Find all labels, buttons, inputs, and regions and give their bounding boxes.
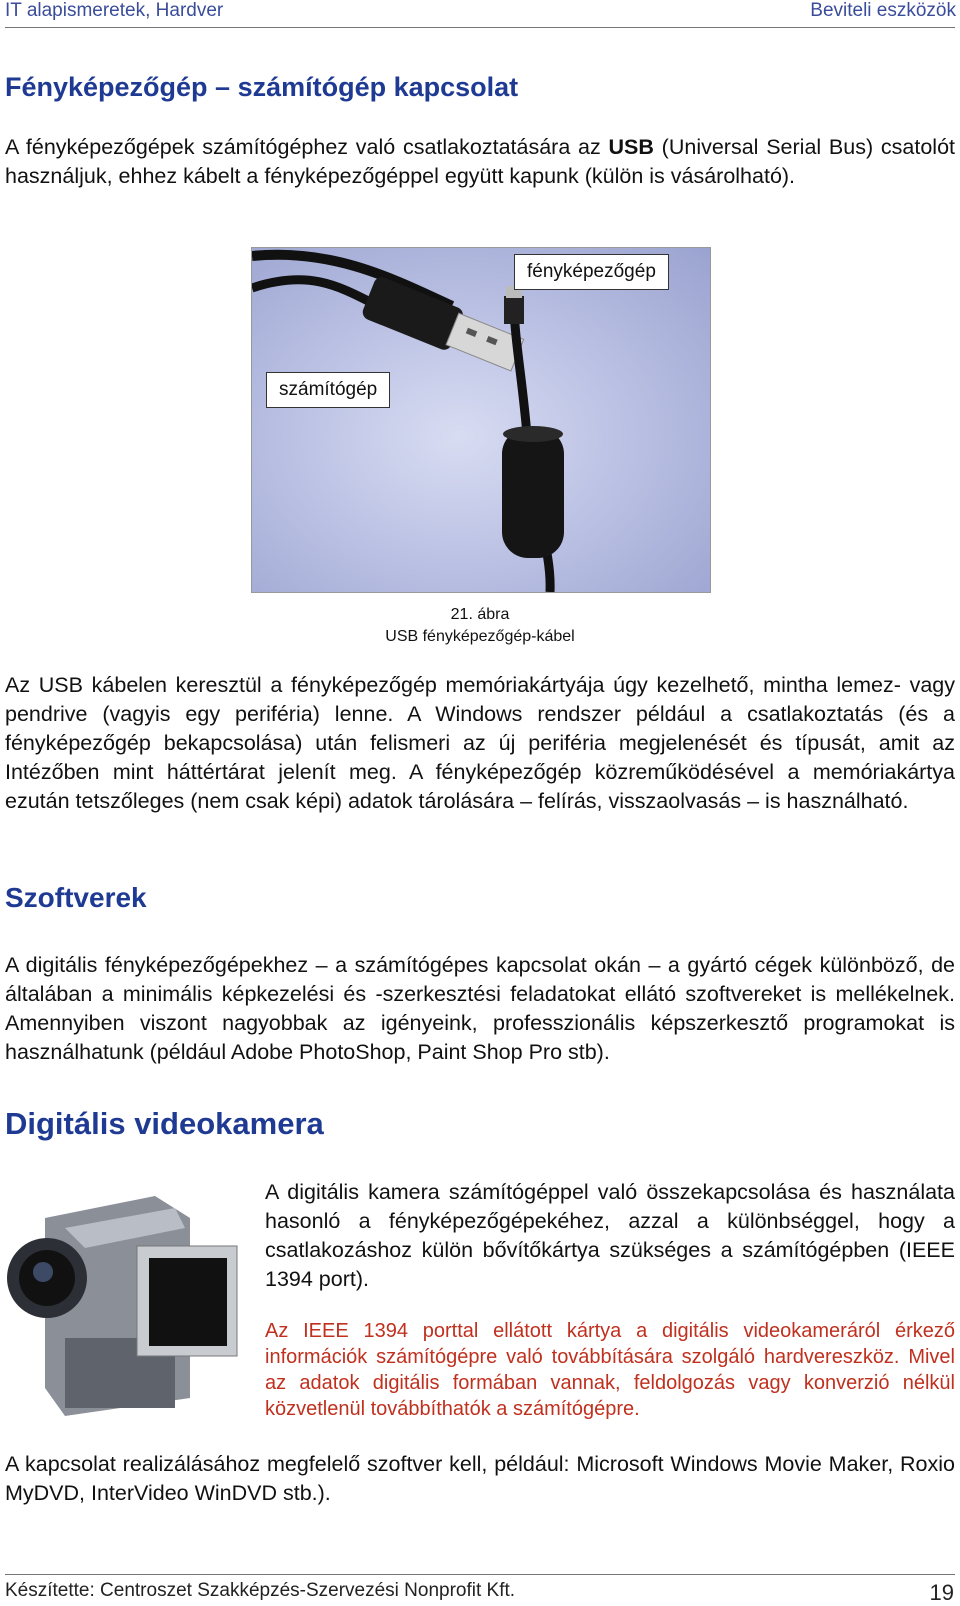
usb-explanation-paragraph: Az USB kábelen keresztül a fényképezőgép memóriakártyája úgy kezelhető, mintha lemez- vagy pendrive (vagyis egy periféria) lenne. A Windows rendszer például a csatlakoztatás (és a fényképezőgép bekapcsolása) után felismeri az új periféria megjelenését és típusát, amit az Intézőben mint háttértárat jelenít meg. A fényképezőgép közreműködésével a memóriakártya ezután tetszőleges (nem csak képi) adatok tárolására – felírás, visszaolvasás – is használható. [5, 673, 955, 813]
section-title-camera-connection: Fényképezőgép – számítógép kapcsolat [5, 72, 519, 102]
ieee1394-note: Az IEEE 1394 porttal ellátott kártya a digitális videokameráról érkező információk számítógépre való továbbítására szolgáló hardvereszköz. Mivel az adatok digitális formában vannak, feldolgozás vagy konverzió nélkül közvetlenül továbbíthatók a számítógépre. [265, 1320, 955, 1420]
header-right: Beviteli eszközök [810, 0, 956, 21]
page-number: 19 [929, 1580, 954, 1605]
label-computer: számítógép [266, 372, 390, 408]
section-title-video-camera: Digitális videokamera [5, 1106, 324, 1141]
intro-paragraph [5, 133, 955, 191]
usb-cable-photo [251, 247, 711, 593]
section-title-software: Szoftverek [5, 882, 147, 913]
footer-divider [5, 1574, 955, 1575]
header-divider [5, 27, 955, 28]
usb-cable-illustration [252, 248, 710, 592]
software-requirement-paragraph: A kapcsolat realizálásához megfelelő szoftver kell, például: Microsoft Windows Movie Maker, Roxio MyDVD, InterVideo WinDVD stb.). [5, 1452, 955, 1505]
page-header [0, 0, 960, 26]
header-left: IT alapismeretek, Hardver [5, 0, 224, 21]
intro-text-2: (Universal Serial Bus) csatolót használjuk, ehhez kábelt a fényképezőgéppel együtt kapunk (külön is vásárolható). [5, 135, 955, 188]
figure-caption: USB fényképezőgép-kábel [385, 628, 575, 645]
intro-text-1: A fényképezőgépek számítógéphez való csatlakoztatására az [5, 135, 609, 159]
software-paragraph: A digitális fényképezőgépekhez – a számítógépes kapcsolat okán – a gyártó cégek különböző, de általában a minimális képkezelési és -szerkesztési feladatokat ellátó szoftvereket is mellékelnek. Amennyiben viszont nagyobbak az igényeink, professzionális képszerkesztő programokat is használhatunk (például Adobe PhotoShop, Paint Shop Pro stb). [5, 953, 955, 1064]
intro-bold-usb: USB [608, 135, 654, 159]
footer-credit: Készítette: Centroszet Szakképzés-Szervezési Nonprofit Kft. [5, 1580, 516, 1601]
label-camera: fényképezőgép [514, 254, 669, 290]
figure-number: 21. ábra [450, 606, 510, 623]
video-camera-paragraph: A digitális kamera számítógéppel való összekapcsolása és használata hasonló a fényképezőgépekéhez, azzal a különbséggel, hogy a csatlakozáshoz külön bővítőkártya szükséges a számítógépben (IEEE 1394 port). [265, 1180, 955, 1291]
camcorder-illustration [5, 1188, 245, 1422]
camcorder-photo [5, 1188, 245, 1422]
